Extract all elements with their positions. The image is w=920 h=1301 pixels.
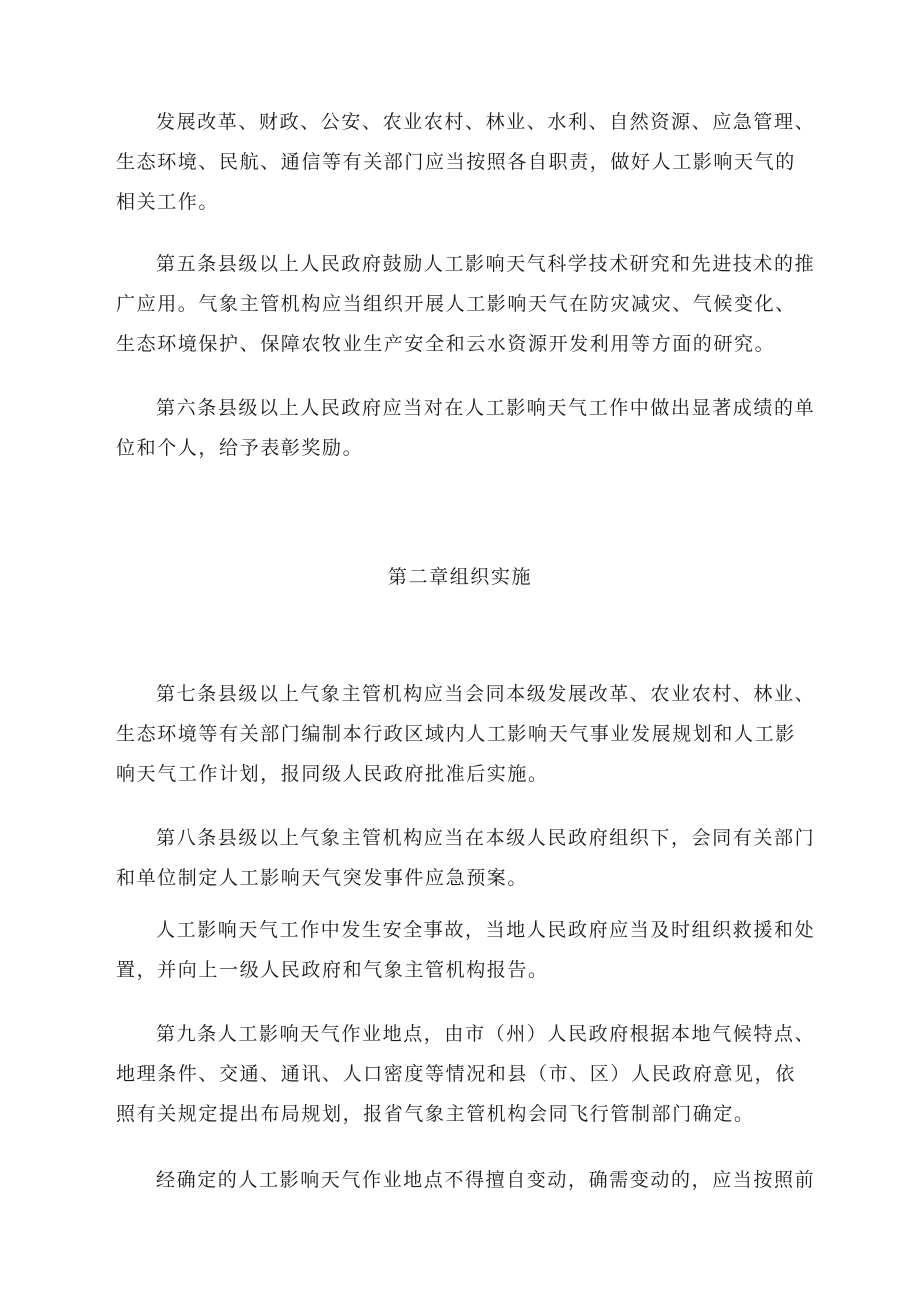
chapter-title: 第二章组织实施 bbox=[387, 566, 533, 588]
paragraph-article-9: 第九条人工影响天气作业地点，由市（州）人民政府根据本地气候特点、地理条件、交通、通讯、人口密度等情况和县（市、区）人民政府意见，依照有关规定提出布局规划，报省气象主管机构会同飞行管制部门确定。 bbox=[116, 1023, 816, 1125]
paragraph-departments-duties: 发展改革、财政、公安、农业农村、林业、水利、自然资源、应急管理、生态环境、民航、通信等有关部门应当按照各自职责，做好人工影响天气的相关工作。 bbox=[116, 111, 816, 213]
paragraph-location-change: 经确定的人工影响天气作业地点不得擅自变动，确需变动的，应当按照前 bbox=[156, 1169, 816, 1191]
paragraph-article-5: 第五条县级以上人民政府鼓励人工影响天气科学技术研究和先进技术的推广应用。气象主管机构应当组织开展人工影响天气在防灾减灾、气候变化、生态环境保护、保障农牧业生产安全和云水资源开发利用等方面的研究。 bbox=[116, 253, 816, 355]
paragraph-safety-accident: 人工影响天气工作中发生安全事故，当地人民政府应当及时组织救援和处置，并向上一级人民政府和气象主管机构报告。 bbox=[116, 919, 816, 981]
paragraph-article-6: 第六条县级以上人民政府应当对在人工影响天气工作中做出显著成绩的单位和个人，给予表彰奖励。 bbox=[116, 397, 816, 459]
paragraph-article-7: 第七条县级以上气象主管机构应当会同本级发展改革、农业农村、林业、生态环境等有关部门编制本行政区域内人工影响天气事业发展规划和人工影响天气工作计划，报同级人民政府批准后实施。 bbox=[116, 683, 816, 785]
paragraph-article-8: 第八条县级以上气象主管机构应当在本级人民政府组织下，会同有关部门和单位制定人工影响天气突发事件应急预案。 bbox=[116, 827, 816, 889]
